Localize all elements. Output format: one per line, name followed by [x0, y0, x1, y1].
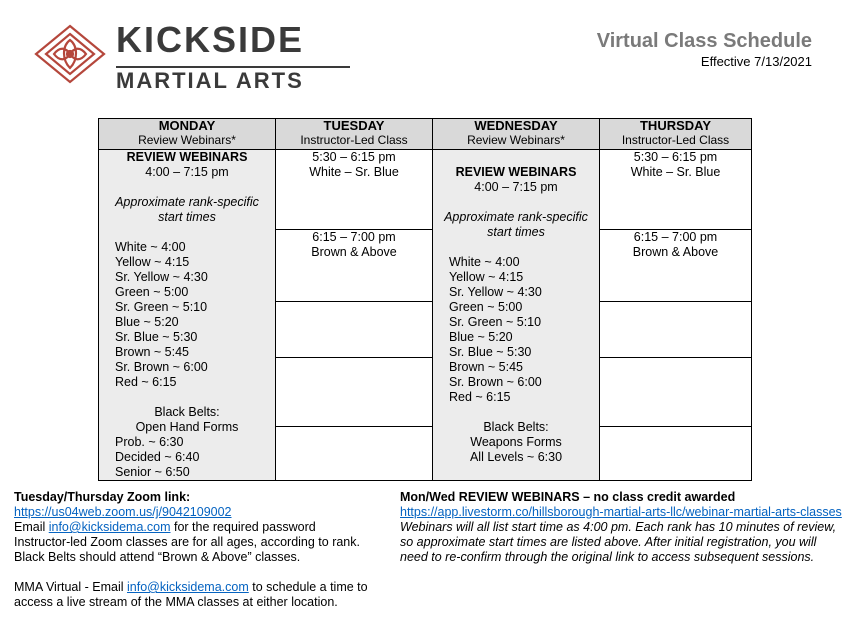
rank-time: Prob. ~ 6:30	[115, 435, 184, 449]
slot-time: 5:30 – 6:15 pm	[312, 150, 396, 164]
mma-line: MMA Virtual - Email info@kicksidema.com to schedule a time to	[14, 580, 368, 594]
rank-time: Yellow ~ 4:15	[115, 255, 190, 269]
rank-time: Brown ~ 5:45	[115, 345, 190, 359]
thursday-empty-slot	[600, 426, 752, 480]
rank-time: Red ~ 6:15	[115, 375, 177, 389]
rank-time: Blue ~ 5:20	[115, 315, 179, 329]
slot-group: Brown & Above	[311, 244, 397, 259]
rank-list	[433, 255, 599, 405]
rank-time: Yellow ~ 4:15	[449, 270, 524, 284]
ages-note: Instructor-led Zoom classes are for all ages, according to rank.	[14, 535, 360, 549]
webinar-info-heading: Mon/Wed REVIEW WEBINARS – no class credit awarded	[400, 490, 736, 504]
zoom-link[interactable]: https://us04web.zoom.us/j/9042109002	[14, 505, 232, 519]
webinar-note: Approximate rank-specific	[115, 195, 259, 209]
slot-group: White – Sr. Blue	[630, 165, 721, 179]
rank-time: Sr. Green ~ 5:10	[115, 300, 208, 314]
rank-time: Sr. Blue ~ 5:30	[115, 330, 198, 344]
thursday-empty-slot	[600, 358, 752, 426]
tuesday-empty-slot	[276, 426, 433, 480]
day-name: TUESDAY	[323, 118, 385, 133]
rank-time: Sr. Yellow ~ 4:30	[115, 270, 208, 284]
rank-time: White ~ 4:00	[115, 240, 186, 254]
thursday-slot-2	[600, 229, 752, 302]
rank-time: Green ~ 5:00	[449, 300, 523, 314]
day-subtitle: Review Webinars*	[467, 133, 565, 147]
rank-time: Sr. Green ~ 5:10	[449, 315, 542, 329]
rank-time: Sr. Brown ~ 6:00	[449, 375, 542, 389]
black-belt-all-levels: All Levels ~ 6:30	[469, 450, 563, 464]
tuesday-slot-1	[276, 150, 433, 230]
zoom-info	[14, 490, 394, 610]
rank-time: Sr. Blue ~ 5:30	[449, 345, 532, 359]
day-subtitle: Review Webinars*	[138, 133, 236, 147]
tuesday-header	[276, 119, 433, 150]
webinar-note-line: Webinars will all list start time as 4:00 pm. Each rank has 10 minutes of review,	[400, 520, 837, 534]
tuesday-empty-slot	[276, 358, 433, 426]
slot-time: 5:30 – 6:15 pm	[633, 150, 718, 164]
day-subtitle: Instructor-Led Class	[300, 133, 408, 147]
effective-date: Effective 7/13/2021	[700, 54, 812, 69]
rank-time: Green ~ 5:00	[115, 285, 189, 299]
day-name: WEDNESDAY	[474, 118, 558, 133]
livestorm-link[interactable]: https://app.livestorm.co/hillsborough-martial-arts-llc/webinar-martial-arts-classes	[400, 505, 842, 519]
rank-time: Senior ~ 6:50	[115, 465, 190, 479]
day-subtitle: Instructor-Led Class	[621, 133, 730, 147]
rank-time: Blue ~ 5:20	[449, 330, 513, 344]
mma-line-2: access a live stream of the MMA classes at either location.	[14, 595, 338, 609]
day-name: MONDAY	[158, 118, 216, 133]
slot-group: White – Sr. Blue	[309, 165, 399, 179]
webinar-note-line: need to re-confirm through the original link to access subsequent sessions.	[400, 550, 815, 564]
brand-name: KICKSIDE	[116, 19, 305, 60]
mma-email-link[interactable]: info@kicksidema.com	[127, 580, 249, 594]
wednesday-header	[433, 119, 600, 150]
slot-group: Brown & Above	[632, 244, 719, 259]
thursday-slot-1	[600, 150, 752, 230]
rank-time: White ~ 4:00	[449, 255, 520, 269]
black-belt-subheading: Open Hand Forms	[135, 420, 239, 434]
rank-time: Brown ~ 5:45	[449, 360, 524, 374]
thursday-empty-slot	[600, 302, 752, 358]
monday-webinar-cell	[99, 150, 276, 481]
zoom-heading: Tuesday/Thursday Zoom link:	[14, 490, 191, 504]
webinar-info	[400, 490, 860, 565]
rank-time: Red ~ 6:15	[449, 390, 511, 404]
webinar-note: Approximate rank-specific	[444, 210, 588, 224]
tuesday-slot-2	[276, 229, 433, 302]
webinar-time: 4:00 – 7:15 pm	[145, 165, 229, 179]
day-name: THURSDAY	[639, 118, 712, 133]
black-belt-list	[99, 435, 275, 480]
password-line: Email info@kicksidema.com for the required password	[14, 520, 316, 534]
brand-subname: MARTIAL ARTS	[116, 68, 304, 93]
rank-time: Sr. Yellow ~ 4:30	[449, 285, 542, 299]
black-belt-heading: Black Belts:	[483, 420, 549, 434]
webinar-heading: REVIEW WEBINARS	[455, 165, 577, 179]
black-belt-subheading: Weapons Forms	[470, 435, 562, 449]
rank-time: Decided ~ 6:40	[115, 450, 200, 464]
webinar-note: start times	[487, 225, 545, 239]
webinar-note: start times	[158, 210, 216, 224]
slot-time: 6:15 – 7:00 pm	[633, 229, 718, 244]
rank-time: Sr. Brown ~ 6:00	[115, 360, 208, 374]
schedule-table	[98, 118, 752, 481]
webinar-note-line: so approximate start times are listed above. After initial registration, you will	[400, 535, 817, 549]
black-belt-note: Black Belts should attend “Brown & Above” classes.	[14, 550, 301, 564]
tuesday-empty-slot	[276, 302, 433, 358]
webinar-heading: REVIEW WEBINARS	[126, 150, 248, 164]
page-title: Virtual Class Schedule	[596, 30, 812, 52]
webinar-time: 4:00 – 7:15 pm	[474, 180, 558, 194]
kickside-logo	[30, 19, 360, 93]
monday-header	[99, 119, 276, 150]
thursday-header	[600, 119, 752, 150]
slot-time: 6:15 – 7:00 pm	[312, 229, 396, 244]
lotus-diamond-icon	[30, 22, 110, 86]
wednesday-webinar-cell	[433, 150, 600, 481]
email-link[interactable]: info@kicksidema.com	[48, 520, 171, 534]
black-belt-heading: Black Belts:	[154, 405, 220, 419]
rank-list	[99, 240, 275, 390]
